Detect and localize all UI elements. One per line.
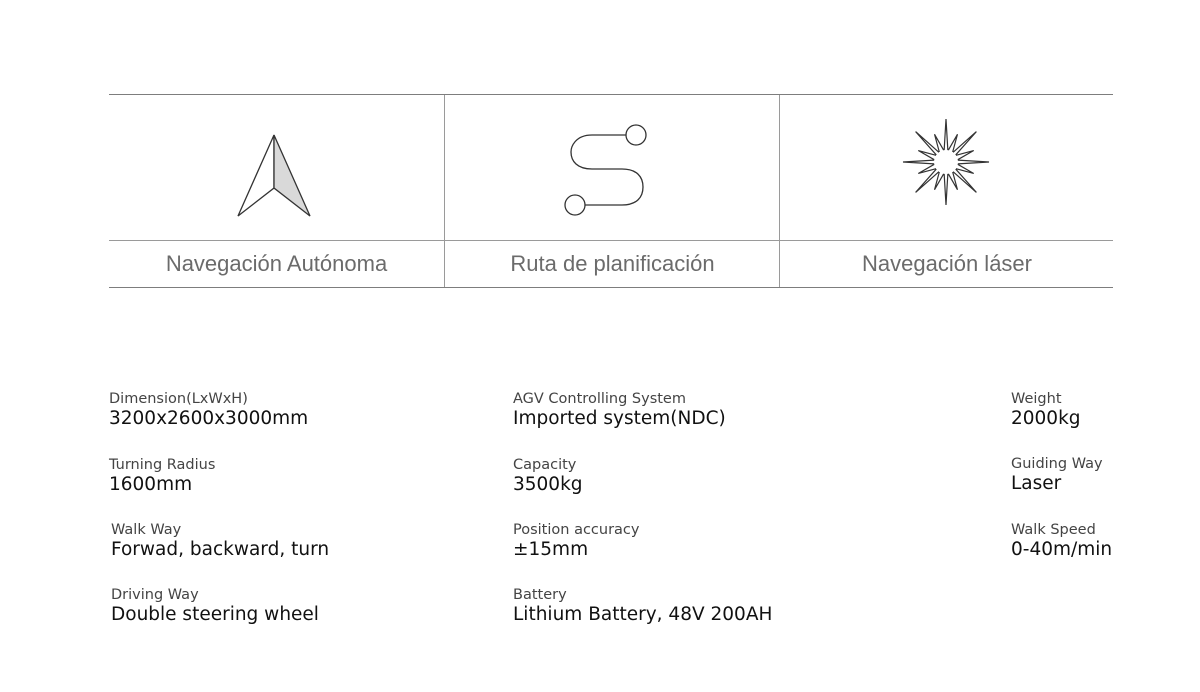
- spec-walk-speed: [1011, 522, 1112, 561]
- spec-label: Dimension(LxWxH): [109, 391, 248, 407]
- spec-value: 3200x2600x3000mm: [109, 408, 309, 429]
- feature-panel: [109, 94, 1113, 288]
- spec-walk-way: [111, 522, 329, 561]
- feature-laser-navigation: [779, 95, 1114, 287]
- spec-turning-radius: [109, 457, 215, 496]
- laser-spikes: [903, 119, 989, 205]
- laser-burst-icon: [896, 117, 996, 207]
- spec-value: 1600mm: [109, 474, 193, 495]
- spec-value: Forwad, backward, turn: [111, 539, 330, 560]
- feature-label-autonomous: Navegación Autónoma: [165, 251, 388, 276]
- spec-value: ±15mm: [513, 539, 589, 560]
- spec-capacity: [513, 457, 583, 496]
- spec-value: 0-40m/min: [1011, 539, 1113, 560]
- spec-value: Laser: [1011, 473, 1062, 494]
- spec-value: Imported system(NDC): [513, 408, 726, 429]
- spec-weight: [1011, 391, 1081, 430]
- spec-label: Walk Speed: [1011, 522, 1096, 538]
- spec-label: Weight: [1011, 391, 1062, 407]
- feature-label-route: Ruta de planificación: [510, 251, 715, 276]
- spec-guiding-way: [1011, 456, 1103, 495]
- feature-label-laser: Navegación láser: [862, 251, 1032, 276]
- spec-driving-way: [111, 587, 319, 626]
- spec-value: Lithium Battery, 48V 200AH: [513, 604, 773, 625]
- spec-label: Turning Radius: [109, 457, 216, 473]
- feature-autonomous-navigation: [109, 95, 444, 287]
- feature-route-planning: [444, 95, 780, 287]
- spec-label: Driving Way: [111, 587, 199, 603]
- spec-agv-system: [513, 391, 726, 430]
- navigation-arrow-icon: [234, 132, 314, 222]
- spec-battery: [513, 587, 772, 626]
- spec-label: Battery: [513, 587, 567, 603]
- spec-label: Guiding Way: [1011, 456, 1103, 472]
- spec-label: Walk Way: [111, 522, 182, 538]
- spec-value: 2000kg: [1011, 408, 1081, 429]
- spec-position-accuracy: [513, 522, 640, 561]
- spec-label: Capacity: [513, 457, 577, 473]
- spec-value: Double steering wheel: [111, 604, 319, 625]
- spec-value: 3500kg: [513, 474, 583, 495]
- spec-label: AGV Controlling System: [513, 391, 686, 407]
- route-path-icon: [557, 121, 667, 221]
- spec-label: Position accuracy: [513, 522, 640, 538]
- spec-dimension: [109, 391, 308, 430]
